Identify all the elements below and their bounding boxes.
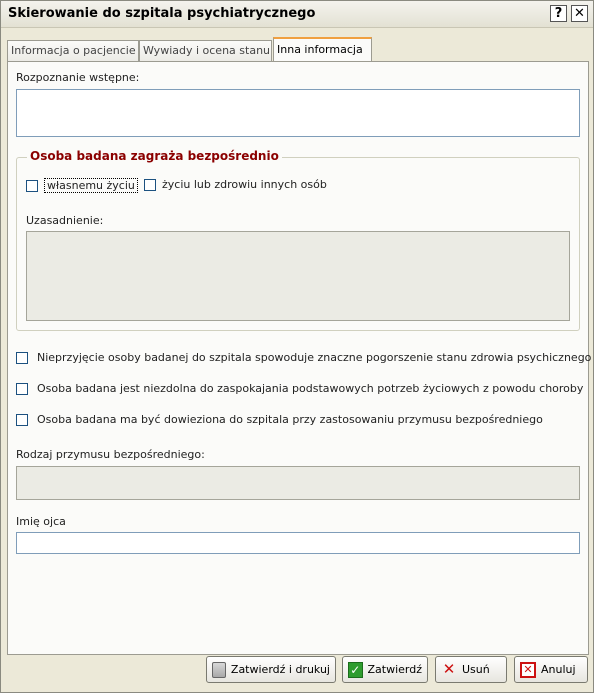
- delete-label: Usuń: [462, 663, 490, 676]
- delete-x-icon: ✕: [442, 659, 456, 678]
- imie-ojca-input[interactable]: [16, 532, 580, 554]
- niezdolna-checkbox[interactable]: [16, 383, 28, 395]
- printer-icon: [212, 662, 226, 678]
- title-bar: [1, 1, 593, 28]
- others-life-checkbox[interactable]: [144, 179, 156, 191]
- cancel-label: Anuluj: [541, 663, 576, 676]
- help-button[interactable]: ?: [550, 5, 567, 22]
- own-life-checkbox[interactable]: [26, 180, 38, 192]
- confirm-label: Zatwierdź: [367, 663, 422, 676]
- checkmark-icon: ✓: [348, 662, 363, 678]
- rozpoznanie-label: Rozpoznanie wstępne:: [16, 71, 140, 84]
- tab-inna-informacja[interactable]: Inna informacja: [273, 37, 372, 62]
- checkbox-row-przymus[interactable]: [16, 413, 543, 426]
- pogorszenie-checkbox[interactable]: [16, 352, 28, 364]
- confirm-print-button[interactable]: [206, 656, 336, 683]
- pogorszenie-label: Nieprzyjęcie osoby badanej do szpitala spowoduje znaczne pogorszenie stanu zdrowia psychicznego: [37, 351, 592, 364]
- confirm-button[interactable]: [342, 656, 428, 683]
- tab-informacja-o-pacjencie[interactable]: Informacja o pacjencie: [7, 40, 139, 61]
- przymus-checkbox[interactable]: [16, 414, 28, 426]
- rodzaj-przymusu-label: Rodzaj przymusu bezpośredniego:: [16, 448, 205, 461]
- cancel-button[interactable]: [514, 656, 588, 683]
- uzasadnienie-input[interactable]: [26, 231, 570, 321]
- checkbox-row-pogorszenie[interactable]: [16, 351, 591, 364]
- przymus-label: Osoba badana ma być dowieziona do szpitala przy zastosowaniu przymusu bezpośredniego: [37, 413, 543, 426]
- close-button[interactable]: ✕: [571, 5, 588, 22]
- rozpoznanie-input[interactable]: [16, 89, 580, 137]
- own-life-checkbox-row[interactable]: [26, 178, 138, 193]
- imie-ojca-label: Imię ojca: [16, 515, 66, 528]
- uzasadnienie-label: Uzasadnienie:: [26, 214, 104, 227]
- delete-button[interactable]: [435, 656, 507, 683]
- threat-group-title: Osoba badana zagraża bezpośrednio: [27, 149, 282, 163]
- rodzaj-przymusu-input[interactable]: [16, 466, 580, 500]
- tab-wywiady-i-ocena-stanu[interactable]: Wywiady i ocena stanu: [139, 40, 272, 61]
- others-life-label: życiu lub zdrowiu innych osób: [162, 178, 327, 191]
- own-life-label: własnemu życiu: [44, 178, 138, 193]
- window-title: Skierowanie do szpitala psychiatrycznego: [8, 6, 316, 21]
- confirm-print-label: Zatwierdź i drukuj: [230, 663, 330, 676]
- checkbox-row-niezdolna[interactable]: [16, 382, 583, 395]
- niezdolna-label: Osoba badana jest niezdolna do zaspokajania podstawowych potrzeb życiowych z powodu choroby: [37, 382, 584, 395]
- others-life-checkbox-row[interactable]: [144, 178, 327, 191]
- cancel-x-icon: ✕: [520, 662, 536, 678]
